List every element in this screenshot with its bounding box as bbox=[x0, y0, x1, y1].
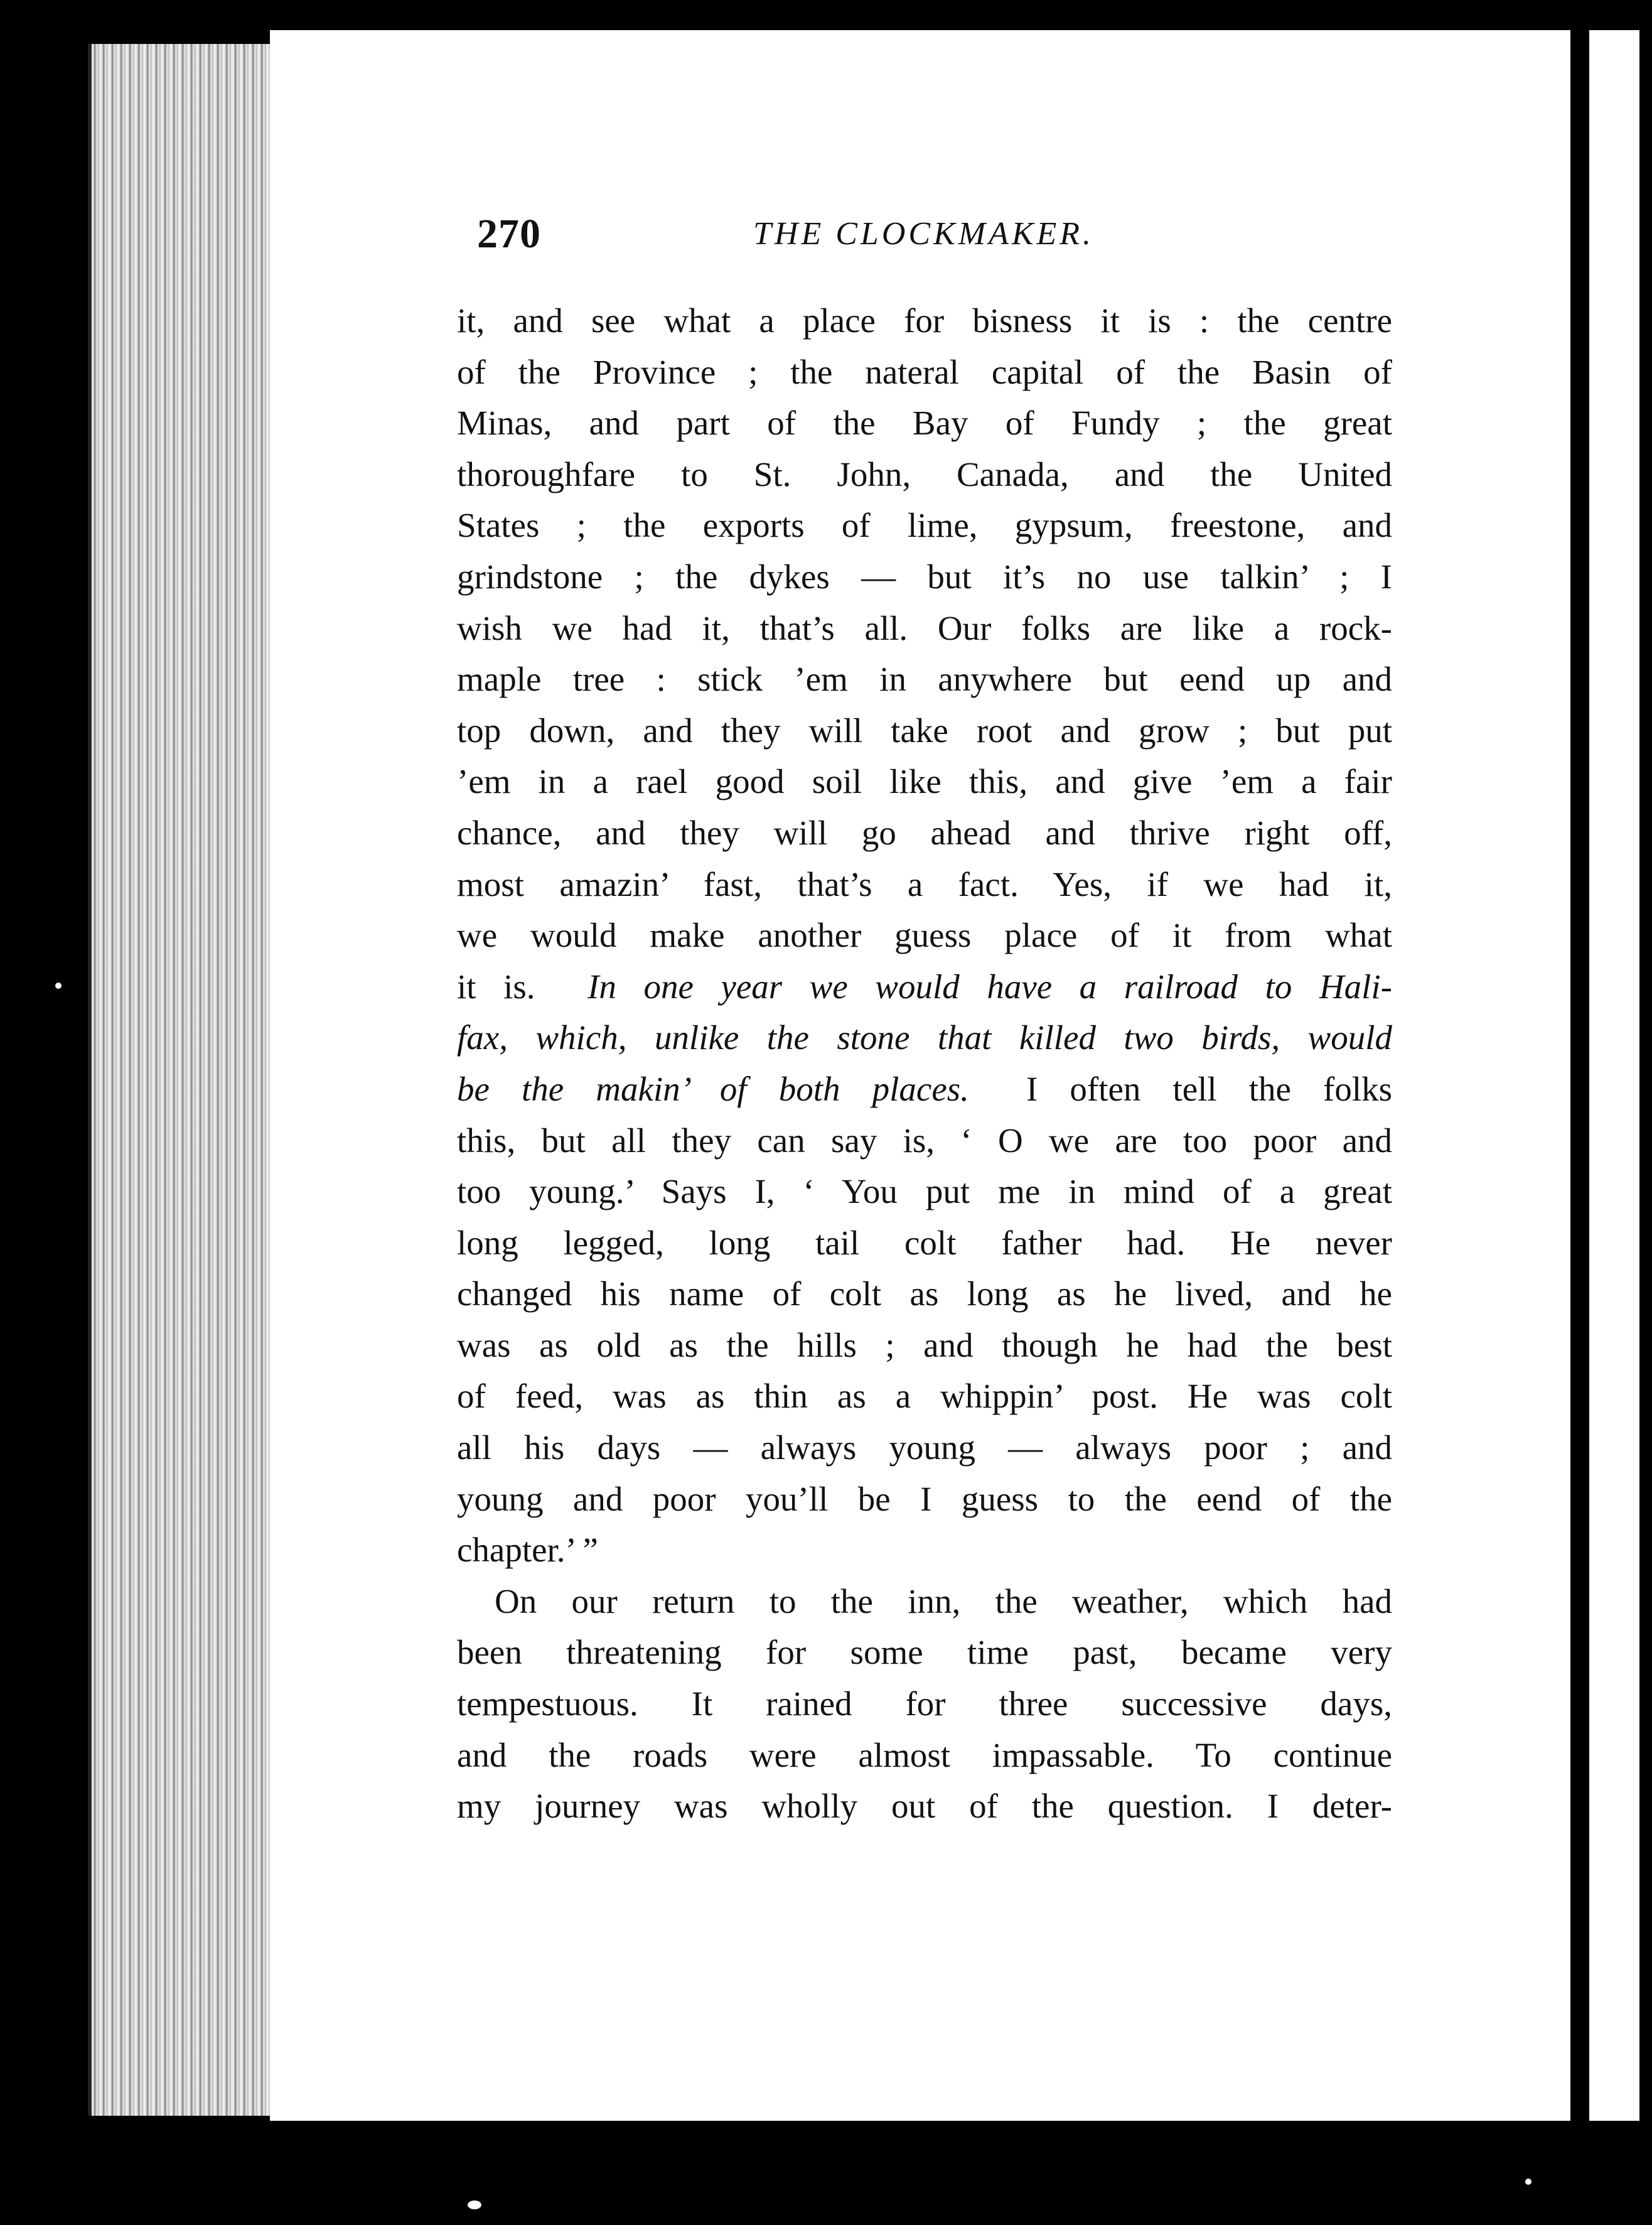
text-line: thoroughfare to St. John, Canada, and the United bbox=[457, 455, 1392, 493]
text-line: too young.’ Says I, ‘ You put me in mind of a great bbox=[457, 1172, 1392, 1211]
text-line: it, and see what a place for bisness it is : the centre bbox=[457, 301, 1392, 340]
text-line: was as old as the hills ; and though he had the best bbox=[457, 1325, 1392, 1364]
italic-text-segment: In one year we would have a railroad to Hali- bbox=[587, 967, 1393, 1006]
text-line: chance, and they will go ahead and thrive right off, bbox=[457, 813, 1392, 852]
text-line: we would make another guess place of it from what bbox=[457, 916, 1392, 955]
text-line: top down, and they will take root and grow ; but put bbox=[457, 711, 1392, 750]
text-line: long legged, long tail colt father had. He never bbox=[457, 1223, 1392, 1262]
book-gutter bbox=[1570, 30, 1589, 2121]
text-line-mixed bbox=[457, 961, 1392, 1013]
text-line: chapter.’ ” bbox=[457, 1531, 598, 1570]
text-line: Minas, and part of the Bay of Fundy ; the great bbox=[457, 404, 1392, 443]
text-line: of feed, was as thin as a whippin’ post. He was colt bbox=[457, 1377, 1392, 1416]
text-segment: I often tell the folks bbox=[1026, 1069, 1393, 1108]
page-header bbox=[477, 210, 1174, 267]
text-line: young and poor you’ll be I guess to the eend of the bbox=[457, 1479, 1392, 1518]
text-line: wish we had it, that’s all. Our folks are like a rock- bbox=[457, 608, 1392, 647]
text-segment: it is. bbox=[457, 967, 535, 1006]
dust-speck bbox=[55, 983, 62, 989]
text-line: been threatening for some time past, became very bbox=[457, 1633, 1392, 1672]
italic-text-segment: be the makin’ of both places. bbox=[457, 1069, 969, 1108]
text-line: grindstone ; the dykes — but it’s no use talkin’ ; I bbox=[457, 557, 1392, 596]
text-line: most amazin’ fast, that’s a fact. Yes, if we had it, bbox=[457, 865, 1392, 903]
text-line: maple tree : stick ’em in anywhere but eend up and bbox=[457, 660, 1392, 699]
text-line: my journey was wholly out of the question. I deter- bbox=[457, 1787, 1392, 1826]
text-line: and the roads were almost impassable. To continue bbox=[457, 1735, 1392, 1774]
facing-page-edge bbox=[1589, 30, 1639, 2121]
text-line: changed his name of colt as long as he lived, and he bbox=[457, 1274, 1392, 1313]
text-line: all his days — always young — always poor ; and bbox=[457, 1428, 1392, 1467]
body-text bbox=[457, 295, 1392, 1832]
text-line: this, but all they can say is, ‘ O we are too poor and bbox=[457, 1121, 1392, 1160]
text-line: States ; the exports of lime, gypsum, freestone, and bbox=[457, 506, 1392, 545]
book-page-edges bbox=[88, 44, 274, 2116]
text-line: tempestuous. It rained for three successive days, bbox=[457, 1684, 1392, 1723]
running-title: THE CLOCKMAKER. bbox=[753, 216, 1095, 252]
paragraph-first-line: On our return to the inn, the weather, which had bbox=[495, 1581, 1392, 1620]
dust-speck bbox=[1525, 2179, 1531, 2185]
italic-text-line: fax, which, unlike the stone that killed two birds, would bbox=[457, 1018, 1392, 1057]
text-line: of the Province ; the nateral capital of the Basin of bbox=[457, 352, 1392, 391]
dust-speck bbox=[468, 2201, 481, 2209]
text-line: ’em in a rael good soil like this, and give ’em a fair bbox=[457, 762, 1392, 801]
text-line-mixed bbox=[457, 1064, 1392, 1115]
page-number: 270 bbox=[477, 211, 541, 257]
